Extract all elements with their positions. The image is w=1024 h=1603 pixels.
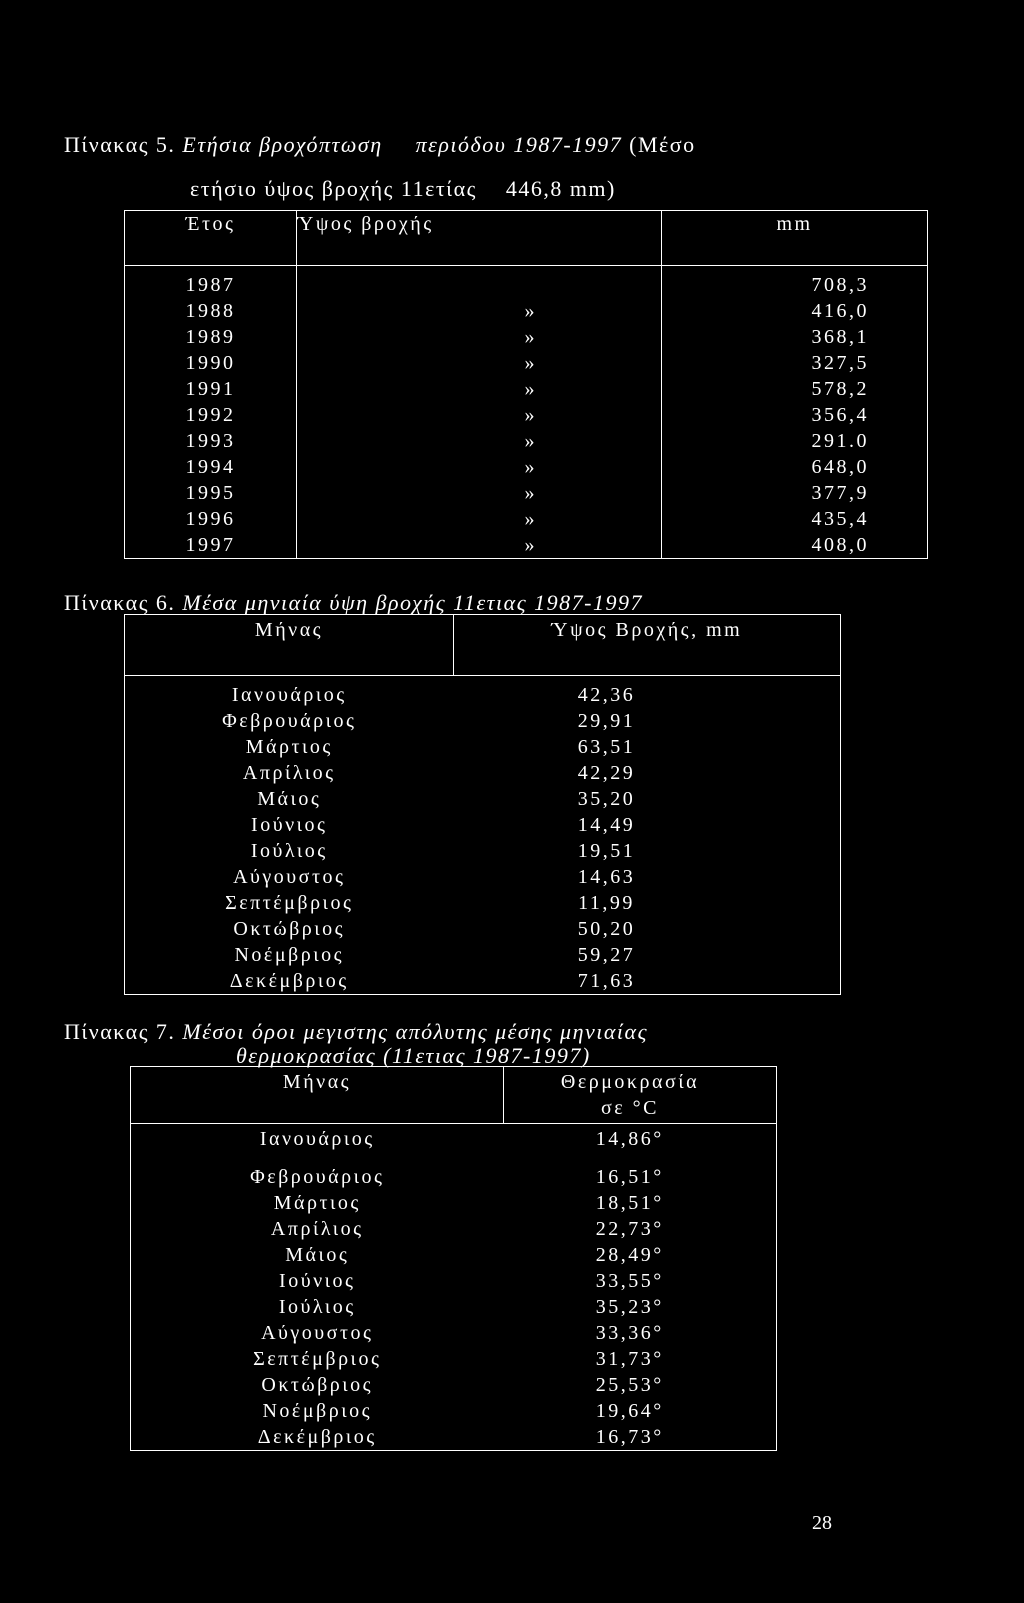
ditto-cell: » — [297, 480, 662, 506]
table-row — [131, 1242, 777, 1268]
value-cell: 14,63 — [577, 865, 636, 888]
table-row — [125, 350, 928, 376]
table-row — [125, 734, 841, 760]
value-cell: 18,51° — [595, 1191, 664, 1214]
table-row — [125, 708, 841, 734]
value-cell: 708,3 — [662, 266, 928, 299]
table7-header-temp — [504, 1067, 777, 1124]
table6-caption — [64, 590, 643, 616]
table-row — [131, 1164, 777, 1190]
table5-caption-italic1: Ετήσια βροχόπτωση — [182, 132, 383, 157]
table-row — [131, 1372, 777, 1398]
value-cell: 11,99 — [578, 891, 635, 914]
table-row — [125, 376, 928, 402]
ditto-cell: » — [297, 350, 662, 376]
ditto-cell: » — [297, 532, 662, 559]
month-cell: Δεκέμβριος — [257, 1425, 377, 1448]
value-cell: 22,73° — [595, 1217, 664, 1240]
year-cell: 1996 — [185, 507, 236, 530]
value-cell: 59,27 — [577, 943, 636, 966]
month-cell: Σεπτέμβριος — [225, 891, 354, 914]
month-cell: Αύγουστος — [233, 865, 346, 888]
month-cell: Ιούνιος — [279, 1269, 356, 1292]
table-row — [131, 1124, 777, 1165]
table7-header-month: Μήνας — [131, 1067, 504, 1124]
value-cell: 42,36 — [577, 683, 636, 706]
table-row — [131, 1424, 777, 1451]
table7-body — [131, 1124, 777, 1451]
value-cell: 35,20 — [577, 787, 636, 810]
value-cell: 25,53° — [595, 1373, 664, 1396]
table7-caption — [64, 1019, 648, 1045]
table6-body — [125, 676, 841, 995]
table5-caption-tail: (Μέσο — [629, 132, 696, 157]
value-cell: 35,23° — [595, 1295, 664, 1318]
table7-header-temp-line2: σε °C — [600, 1097, 660, 1119]
month-cell: Ιανουάριος — [259, 1128, 375, 1150]
page-number: 28 — [812, 1512, 832, 1534]
value-cell: 63,51 — [577, 735, 636, 758]
table6 — [124, 614, 841, 995]
table5-caption-line2 — [190, 176, 616, 202]
ditto-cell: » — [297, 402, 662, 428]
table-row — [125, 298, 928, 324]
month-cell: Δεκέμβριος — [229, 969, 349, 992]
table6-header-rain: Ύψος Βροχής, mm — [454, 615, 841, 676]
table-row — [131, 1320, 777, 1346]
month-cell: Ιούλιος — [250, 839, 328, 862]
value-cell: 435,4 — [662, 506, 928, 532]
table-row — [125, 864, 841, 890]
table-row — [125, 266, 928, 299]
table-row — [131, 1398, 777, 1424]
table5-caption-line2-a: ετήσιο ύψος βροχής 11ετίας — [190, 176, 477, 201]
value-cell: 327,5 — [662, 350, 928, 376]
month-cell: Οκτώβριος — [261, 1373, 374, 1396]
value-cell: 16,73° — [595, 1425, 664, 1448]
value-cell: 648,0 — [662, 454, 928, 480]
value-cell: 14,86° — [595, 1128, 664, 1150]
value-cell: 16,51° — [595, 1165, 664, 1188]
value-cell: 377,9 — [662, 480, 928, 506]
table7-caption-italic1: Μέσοι όροι μεγιστης απόλυτης μέσης μηνιαίας — [182, 1019, 649, 1044]
year-cell: 1988 — [185, 299, 236, 322]
value-cell: 19,51 — [577, 839, 636, 862]
table5-header-unit: mm — [662, 211, 928, 266]
month-cell: Ιανουάριος — [231, 683, 347, 706]
table7-header-temp-line1: Θερμοκρασία — [560, 1071, 700, 1093]
ditto-cell: » — [297, 454, 662, 480]
value-cell: 50,20 — [577, 917, 636, 940]
month-cell: Ιούνιος — [251, 813, 328, 836]
ditto-cell: » — [297, 428, 662, 454]
year-cell: 1987 — [185, 273, 236, 296]
value-cell: 28,49° — [595, 1243, 664, 1266]
value-cell: 19,64° — [595, 1399, 664, 1422]
table6-header-month: Μήνας — [125, 615, 454, 676]
table-row — [125, 324, 928, 350]
table-row — [125, 480, 928, 506]
month-cell: Νοέμβριος — [262, 1399, 373, 1422]
month-cell: Μάρτιος — [245, 735, 333, 758]
table-row — [125, 942, 841, 968]
value-cell: 33,55° — [595, 1269, 664, 1292]
table7-caption-label: Πίνακας 7. — [64, 1019, 176, 1044]
year-cell: 1994 — [185, 455, 236, 478]
ditto-cell: » — [297, 324, 662, 350]
month-cell: Οκτώβριος — [233, 917, 346, 940]
value-cell: 14,49 — [577, 813, 636, 836]
table-row — [125, 786, 841, 812]
year-cell: 1993 — [185, 429, 236, 452]
year-cell: 1992 — [185, 403, 236, 426]
table5-header-year: Έτος — [125, 211, 297, 266]
value-cell: 368,1 — [662, 324, 928, 350]
year-cell: 1995 — [185, 481, 236, 504]
year-cell: 1997 — [185, 533, 236, 556]
table-row — [131, 1216, 777, 1242]
table7 — [130, 1066, 777, 1451]
ditto-cell — [297, 266, 662, 299]
table-row — [125, 454, 928, 480]
month-cell: Νοέμβριος — [234, 943, 345, 966]
table-row — [125, 532, 928, 559]
month-cell: Φεβρουάριος — [222, 709, 357, 732]
table5-body — [125, 266, 928, 559]
value-cell: 408,0 — [662, 532, 928, 559]
table5-caption-italic2: περιόδου 1987-1997 — [415, 132, 623, 157]
month-cell: Απρίλιος — [270, 1217, 364, 1240]
table-row — [131, 1294, 777, 1320]
table-row — [125, 916, 841, 942]
table5-caption-label: Πίνακας 5. — [64, 132, 176, 157]
table-row — [125, 890, 841, 916]
value-cell: 33,36° — [595, 1321, 664, 1344]
value-cell: 42,29 — [577, 761, 636, 784]
table5-caption — [64, 132, 696, 158]
table7-caption-line2: θερμοκρασίας (11ετιας 1987-1997) — [236, 1043, 591, 1068]
year-cell: 1990 — [185, 351, 236, 374]
value-cell: 356,4 — [662, 402, 928, 428]
ditto-cell: » — [297, 298, 662, 324]
table-row — [125, 812, 841, 838]
table-row — [131, 1190, 777, 1216]
table6-caption-italic: Μέσα μηνιαία ύψη βροχής 11ετιας 1987-1997 — [182, 590, 643, 615]
table-row — [131, 1268, 777, 1294]
month-cell: Αύγουστος — [261, 1321, 374, 1344]
value-cell: 291.0 — [662, 428, 928, 454]
month-cell: Μάρτιος — [273, 1191, 361, 1214]
value-cell: 29,91 — [577, 709, 636, 732]
table5 — [124, 210, 928, 559]
month-cell: Φεβρουάριος — [250, 1165, 385, 1188]
table-row — [125, 676, 841, 709]
table5-header-height: Ύψος βροχής — [297, 211, 662, 266]
table-row — [125, 402, 928, 428]
year-cell: 1991 — [185, 377, 236, 400]
table-row — [125, 838, 841, 864]
month-cell: Ιούλιος — [278, 1295, 356, 1318]
table-row — [125, 428, 928, 454]
month-cell: Απρίλιος — [242, 761, 336, 784]
value-cell: 31,73° — [595, 1347, 664, 1370]
value-cell: 578,2 — [662, 376, 928, 402]
table-row — [125, 506, 928, 532]
table6-caption-label: Πίνακας 6. — [64, 590, 176, 615]
table-row — [125, 760, 841, 786]
month-cell: Μάιος — [257, 787, 322, 810]
value-cell: 71,63 — [577, 969, 636, 992]
ditto-cell: » — [297, 506, 662, 532]
year-cell: 1989 — [185, 325, 236, 348]
table-row — [131, 1346, 777, 1372]
value-cell: 416,0 — [662, 298, 928, 324]
month-cell: Σεπτέμβριος — [253, 1347, 382, 1370]
table-row — [125, 968, 841, 995]
ditto-cell: » — [297, 376, 662, 402]
month-cell: Μάιος — [285, 1243, 350, 1266]
table5-caption-line2-b: 446,8 mm) — [505, 176, 616, 201]
